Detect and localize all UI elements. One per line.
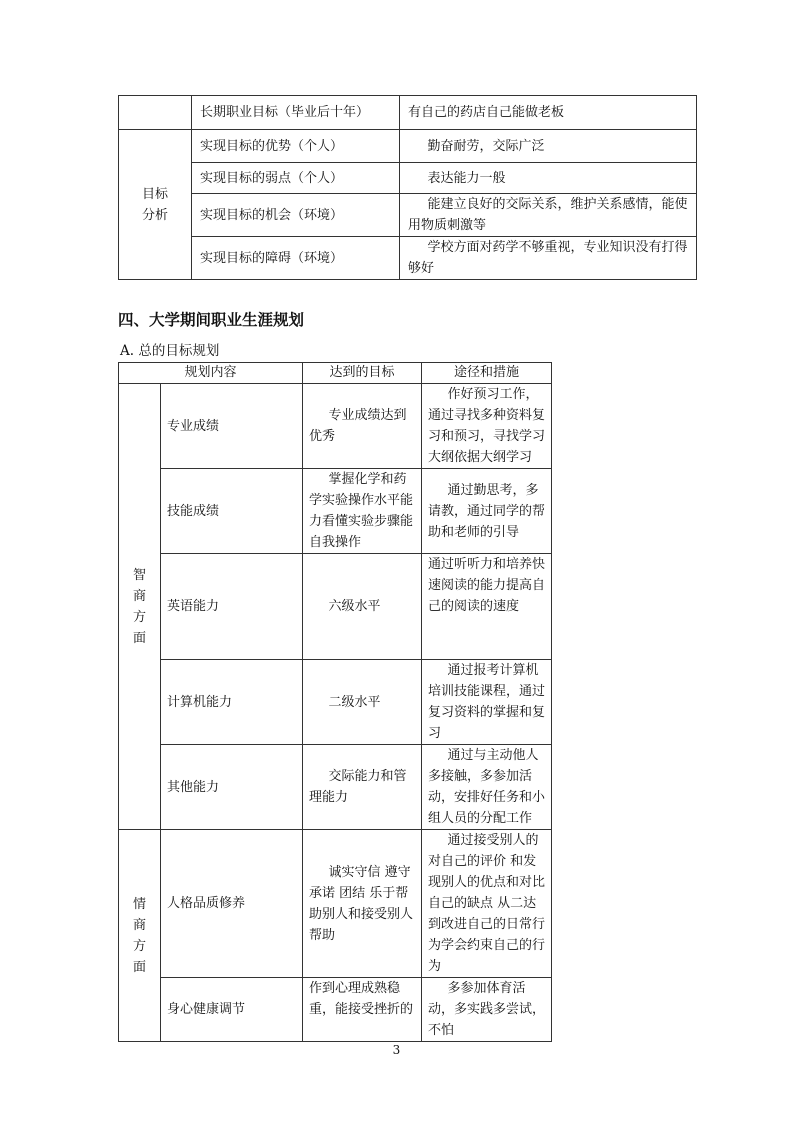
plan-item: 计算机能力 [161,660,303,745]
plan-item: 其他能力 [161,745,303,830]
plan-item: 英语能力 [161,554,303,660]
plan-measures: 通过报考计算机培训技能课程，通过复习资料的掌握和复习 [422,660,552,745]
header-content: 规划内容 [119,363,303,384]
target-analysis-table [118,95,697,280]
table-row [119,194,697,237]
table-row [119,163,697,194]
page-number: 3 [392,1043,401,1057]
overall-plan-table [118,362,552,1042]
analysis-row-value: 勤奋耐劳，交际广泛 [400,130,697,163]
analysis-row-value: 表达能力一般 [400,163,697,194]
table-row [119,830,552,978]
group-char: 商 [132,917,146,933]
plan-measures: 通过与主动他人多接触，多参加活动，安排好任务和小组人员的分配工作 [422,745,552,830]
table-row [119,554,552,660]
table-row [119,130,697,163]
table-row [119,96,697,130]
group-char: 商 [132,588,146,604]
plan-goal: 六级水平 [303,554,422,660]
plan-item: 人格品质修养 [161,830,303,978]
plan-measures: 通过勤思考，多请教，通过同学的帮助和老师的引导 [422,469,552,554]
group-label-line: 目标 [141,186,168,202]
plan-goal: 作到心理成熟稳重，能接受挫折的 [303,978,422,1042]
group-char: 智 [132,567,146,583]
plan-goal: 诚实守信 遵守承诺 团结 乐于帮助别人和接受别人帮助 [303,830,422,978]
iq-group-label [119,384,161,830]
table-row [119,237,697,280]
plan-measures: 多参加体育活动，多实践多尝试，不怕 [422,978,552,1042]
table-row [119,745,552,830]
plan-item: 身心健康调节 [161,978,303,1042]
header-goal: 达到的目标 [303,363,422,384]
target-analysis-group-label [119,130,192,280]
table-row [119,978,552,1042]
analysis-row-label: 实现目标的优势（个人） [192,130,400,163]
analysis-row-value: 学校方面对药学不够重视，专业知识没有打得够好 [400,237,697,280]
plan-measures: 通过听听力和培养快速阅读的能力提高自己的阅读的速度 [422,554,552,660]
table-header-row [119,363,552,384]
analysis-row-value: 能建立良好的交际关系，维护关系感情，能使用物质刺激等 [400,194,697,237]
plan-goal: 二级水平 [303,660,422,745]
table-row [119,384,552,469]
analysis-row-label: 实现目标的障碍（环境） [192,237,400,280]
plan-item: 技能成绩 [161,469,303,554]
plan-item: 专业成绩 [161,384,303,469]
plan-goal: 交际能力和管理能力 [303,745,422,830]
plan-goal: 专业成绩达到优秀 [303,384,422,469]
plan-goal: 掌握化学和药学实验操作水平能力看懂实验步骤能自我操作 [303,469,422,554]
section-heading: 四、大学期间职业生涯规划 [118,311,305,329]
table-cell [119,96,192,130]
subheading: A. 总的目标规划 [120,343,220,359]
plan-measures: 作好预习工作，通过寻找多种资料复习和预习，寻找学习大纲依据大纲学习 [422,384,552,469]
eq-group-label [119,830,161,1042]
plan-measures: 通过接受别人的对自己的评价 和发现别人的优点和对比 自己的缺点 从二达到改进自己的日常行为学会约束自己的行为 [422,830,552,978]
group-label-line: 分析 [141,207,168,223]
table-row [119,660,552,745]
long-term-goal-value: 有自己的药店自己能做老板 [400,96,697,130]
group-char: 面 [132,959,146,975]
header-measures: 途径和措施 [422,363,552,384]
table-row [119,469,552,554]
group-char: 面 [132,630,146,646]
group-char: 方 [132,609,146,625]
analysis-row-label: 实现目标的机会（环境） [192,194,400,237]
long-term-goal-label: 长期职业目标（毕业后十年） [192,96,400,130]
analysis-row-label: 实现目标的弱点（个人） [192,163,400,194]
group-char: 情 [132,896,146,912]
group-char: 方 [132,938,146,954]
